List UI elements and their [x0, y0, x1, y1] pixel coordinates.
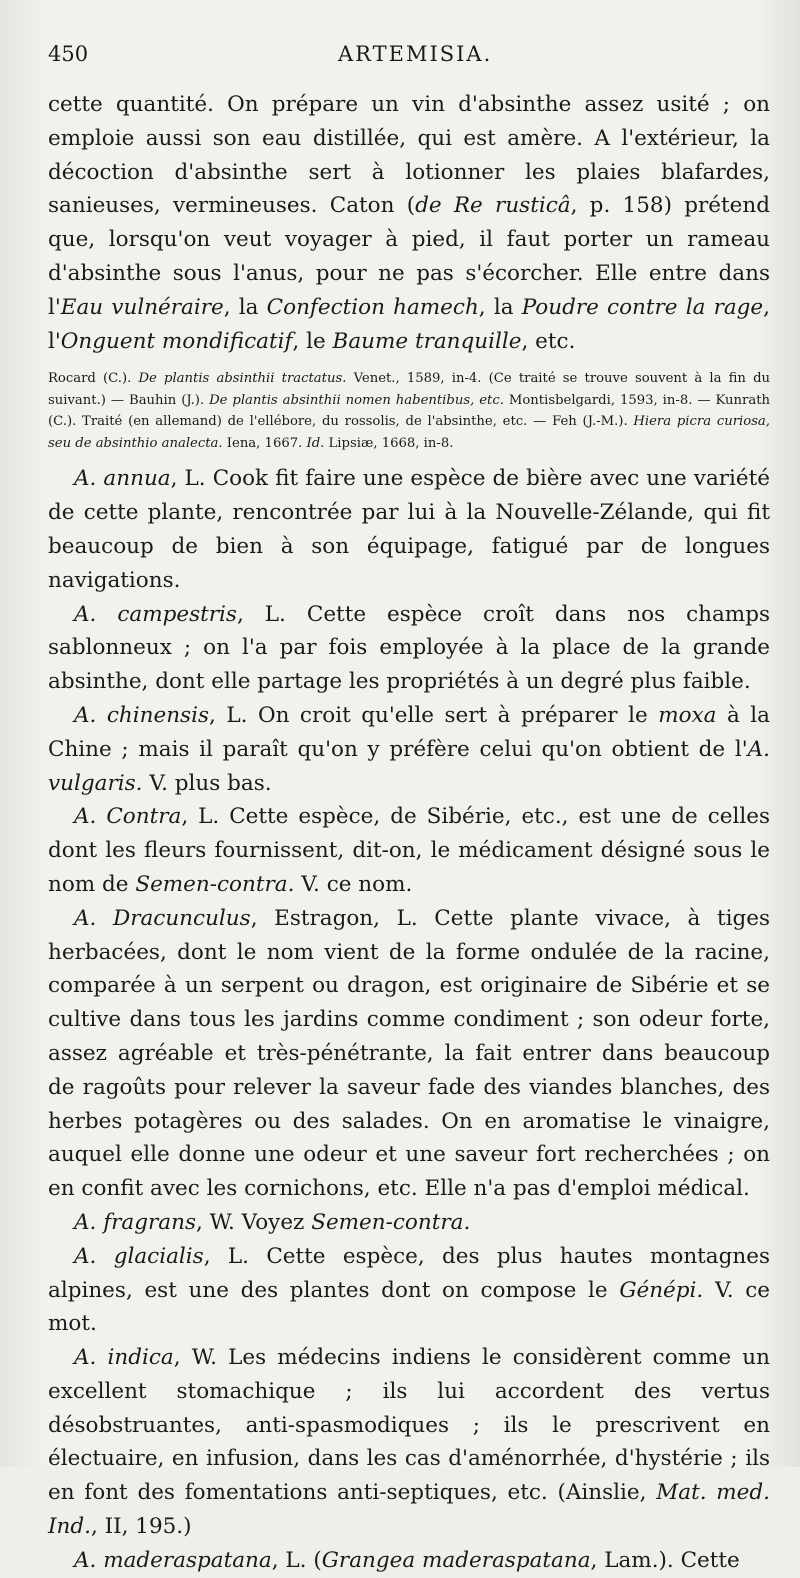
intro-preparation: Confection hamech: [266, 294, 479, 320]
page-header: [48, 42, 770, 82]
species-term: Grangea maderaspatana: [321, 1547, 591, 1573]
ref-title: De plantis absinthii tractatus.: [138, 371, 347, 387]
species-description: , L. On croit qu'elle sert à préparer le: [209, 702, 659, 728]
species-description: , W. Voyez: [196, 1209, 312, 1235]
ref-text: Lipsiæ, 1668, in-8.: [324, 435, 454, 451]
species-term: A. vulgaris.: [48, 736, 770, 796]
bibliography-references: [48, 368, 770, 454]
ref-text: Venet., 1589, in-4. (Ce traité se trouve souvent à la fin du suivant.) — Bauhin (J.).: [48, 371, 771, 408]
species-term: moxa: [658, 702, 717, 728]
species-description: , W. Les médecins indiens le considèrent comme un excellent stomachique ; ils lui accordent des vertus désobstruantes, anti-spasmodiques ; ils le prescrivent en électuaire, en infusion, dans les cas d'aménorrhée, d'hystérie ; ils en font des fomentations anti-septiques, etc. (Ainslie,: [48, 1345, 771, 1506]
intro-citation: de Re rusticâ: [415, 193, 571, 219]
intro-preparation: Eau vulnéraire: [60, 294, 224, 320]
intro-text: , le: [292, 328, 333, 354]
ref-title: Hiera picra curiosa, seu de absinthio analecta.: [48, 414, 770, 451]
species-description: , Estragon, L. Cette plante vivace, à tiges herbacées, dont le nom vient de la forme ondulée de la racine, comparée à un serpent ou dragon, est originaire de Sibérie et se cultive dans tous les jardins comme condiment ; son odeur forte, assez agréable et très-pénétrante, la fait entrer dans beaucoup de ragoûts pour relever la saveur fade des viandes blanches, des herbes potagères ou des salades. On en aromatise le vinaigre, auquel elle donne une odeur et une saveur fort recherchées ; on en confit avec les cornichons, etc. Elle n'a pas d'emploi médical.: [48, 905, 770, 1202]
species-description: V. ce nom.: [294, 871, 413, 897]
ref-title: Id.: [306, 435, 325, 451]
species-description: , L. (: [271, 1547, 322, 1573]
species-description: à la Chine ; mais il paraît qu'on y préfère celui qu'on obtient de l': [48, 702, 770, 762]
intro-text: , etc.: [521, 328, 576, 354]
species-name: A. campestris: [74, 601, 237, 627]
species-description: , L. Cook fit faire une espèce de bière avec une variété de cette plante, rencontrée par lui à la Nouvelle-Zélande, qui fit beaucoup de bien à son équipage, fatigué par de longues navigations.: [48, 466, 770, 593]
running-title: ARTEMISIA.: [338, 42, 493, 66]
species-term: Semen-contra.: [135, 871, 295, 897]
intro-text: , la: [478, 294, 522, 320]
species-description: , L. Cette espèce, de Sibérie, etc., est une de celles dont les fleurs fournissent, dit-on, le médicament désigné sous le nom de: [48, 804, 770, 897]
species-description: , L. Cette espèce croît dans nos champs sablonneux ; on l'a par fois employée à la place de la grande absinthe, dont elle partage les propriétés à un degré plus faible.: [48, 601, 770, 695]
intro-preparation: Onguent mondificatif: [60, 328, 293, 354]
species-name: A. maderaspatana: [74, 1547, 272, 1573]
species-name: A. indica: [74, 1345, 174, 1371]
species-name: A. Contra: [74, 804, 182, 830]
species-name: A. annua: [74, 466, 171, 492]
species-description: V. ce mot.: [48, 1277, 770, 1337]
species-term: Génépi.: [619, 1277, 704, 1303]
species-name: A. fragrans: [74, 1209, 196, 1235]
ref-text: Rocard (C.).: [48, 371, 139, 387]
species-entry-glacialis: [48, 1240, 770, 1341]
intro-text: cette quantité. On prépare un vin d'absinthe assez usité ; on emploie aussi son eau distillée, qui est amère. A l'extérieur, la décoction d'absinthe sert à lotionner les plaies blafardes, sanieuses, vermineuses. Caton (: [48, 92, 770, 219]
species-entry-indica: [48, 1341, 770, 1544]
species-description: , L. Cette espèce, des plus hautes montagnes alpines, est une des plantes dont on compose le: [48, 1243, 770, 1303]
species-description: V. plus bas.: [142, 770, 272, 796]
intro-text: , p. 158) prétend que, lorsqu'on veut voyager à pied, il faut porter un rameau d'absinthe sous l'anus, pour ne pas s'écorcher. Elle entre dans l': [48, 193, 770, 320]
species-entry-campestris: [48, 598, 770, 699]
species-term: Semen-contra.: [311, 1209, 471, 1235]
ref-text: Montisbelgardi, 1593, in-8. — Kunrath (C.). Traité (en allemand) de l'ellébore, du rossolis, de l'absinthe, etc. — Feh (J.-M.).: [48, 392, 770, 430]
species-name: A. chinensis: [74, 702, 209, 728]
species-entry-contra: [48, 800, 770, 901]
intro-paragraph: [48, 88, 770, 358]
species-description: , Lam.). Cette: [590, 1547, 740, 1573]
page-number: 450: [48, 42, 89, 66]
species-entry-fragrans: [48, 1206, 770, 1240]
species-name: A. Dracunculus: [74, 905, 251, 931]
species-term: Mat. med. Ind.: [48, 1480, 770, 1540]
species-name: A. glacialis: [74, 1243, 204, 1269]
species-entry-annua: [48, 462, 770, 597]
intro-preparation: Baume tranquille: [332, 328, 522, 354]
ref-text: Iena, 1667.: [222, 435, 307, 451]
intro-preparation: Poudre contre la rage: [521, 294, 764, 320]
species-entry-chinensis: [48, 699, 770, 800]
intro-text: , l': [48, 294, 771, 354]
species-entry-maderaspatana: [48, 1544, 770, 1578]
intro-text: , la: [223, 294, 267, 320]
species-description: , II, 195.): [90, 1514, 192, 1540]
ref-title: De plantis absinthii nomen habentibus, etc.: [209, 392, 504, 408]
main-text: [48, 88, 770, 1578]
species-entry-dracunculus: [48, 902, 770, 1206]
